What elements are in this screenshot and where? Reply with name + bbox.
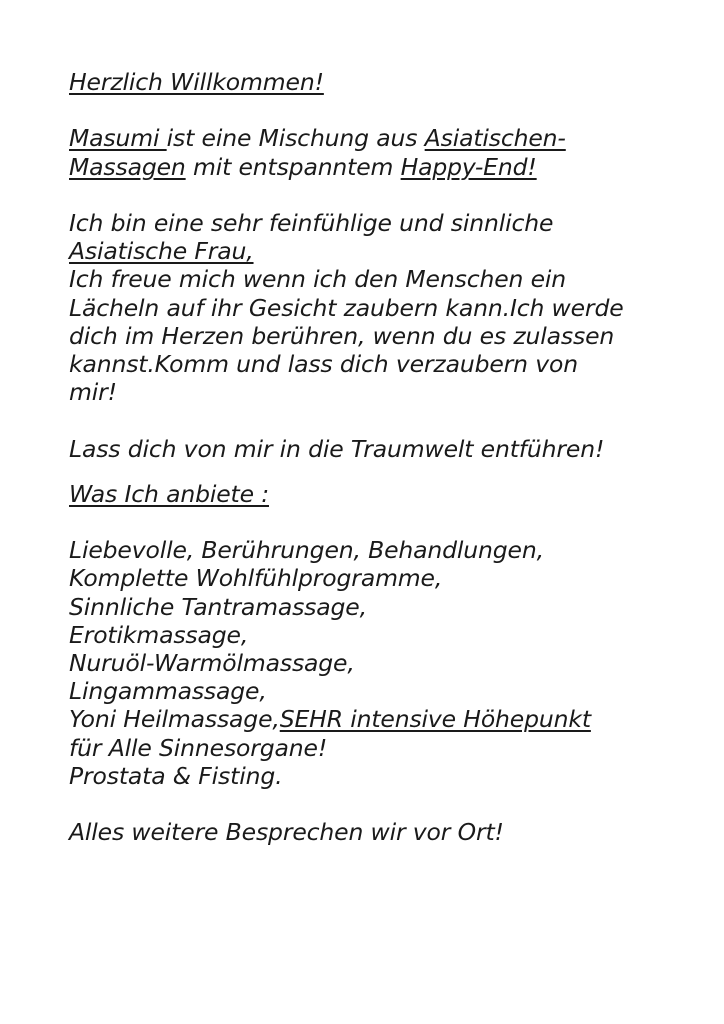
about-line-1: Ich bin eine sehr feinfühlige und sinnliche	[69, 208, 554, 237]
spacer	[69, 790, 709, 818]
intro-line-1	[69, 124, 709, 152]
about-line-2	[69, 237, 709, 265]
offer-item-yoni	[69, 705, 709, 733]
intro-name: Masumi	[69, 124, 167, 153]
greeting: Herzlich Willkommen!	[69, 68, 324, 96]
intro-link-happy-end: Happy-End!	[400, 152, 537, 181]
offer-item-last: Prostata & Fisting.	[69, 761, 283, 790]
offer-item: Sinnliche Tantramassage,	[69, 592, 367, 621]
offer-item: Erotikmassage,	[69, 620, 249, 649]
about-line-7: mir!	[69, 378, 117, 407]
greeting-line	[69, 68, 709, 96]
yoni-prefix: Yoni Heilmassage,	[69, 705, 280, 734]
spacer	[69, 406, 709, 434]
intro-line-2	[69, 153, 709, 181]
intro-link-massagen: Massagen	[69, 152, 186, 181]
offer-heading-line	[69, 480, 709, 508]
offer-item: Komplette Wohlfühlprogramme,	[69, 564, 443, 593]
offer-item: Lingammassage,	[69, 677, 267, 706]
intro-text-1: ist eine Mischung aus	[166, 124, 425, 153]
spacer	[69, 96, 709, 124]
intro-text-2: mit entspanntem	[185, 152, 401, 181]
dream-line: Lass dich von mir in die Traumwelt entführen!	[69, 434, 605, 463]
spacer	[69, 463, 709, 480]
yoni-underlined: SEHR intensive Höhepunkt	[279, 705, 591, 734]
document-page	[69, 68, 709, 846]
offer-item: Liebevolle, Berührungen, Behandlungen,	[69, 536, 544, 565]
spacer	[69, 508, 709, 536]
offer-heading: Was Ich anbiete :	[69, 479, 269, 508]
about-line-4: Lächeln auf ihr Gesicht zaubern kann.Ich werde	[69, 293, 624, 322]
closing-line: Alles weitere Besprechen wir vor Ort!	[69, 818, 504, 847]
offer-item: Nuruöl-Warmölmassage,	[69, 649, 355, 677]
spacer	[69, 181, 709, 209]
about-line-6: kannst.Komm und lass dich verzaubern von	[69, 350, 578, 378]
about-asiatische-frau: Asiatische Frau,	[69, 237, 254, 266]
about-line-3: Ich freue mich wenn ich den Menschen ein	[69, 265, 567, 294]
about-line-5: dich im Herzen berühren, wenn du es zulassen	[69, 321, 615, 350]
intro-link-asiatischen: Asiatischen-	[424, 124, 566, 153]
offer-item-yoni-cont: für Alle Sinnesorgane!	[69, 733, 328, 762]
